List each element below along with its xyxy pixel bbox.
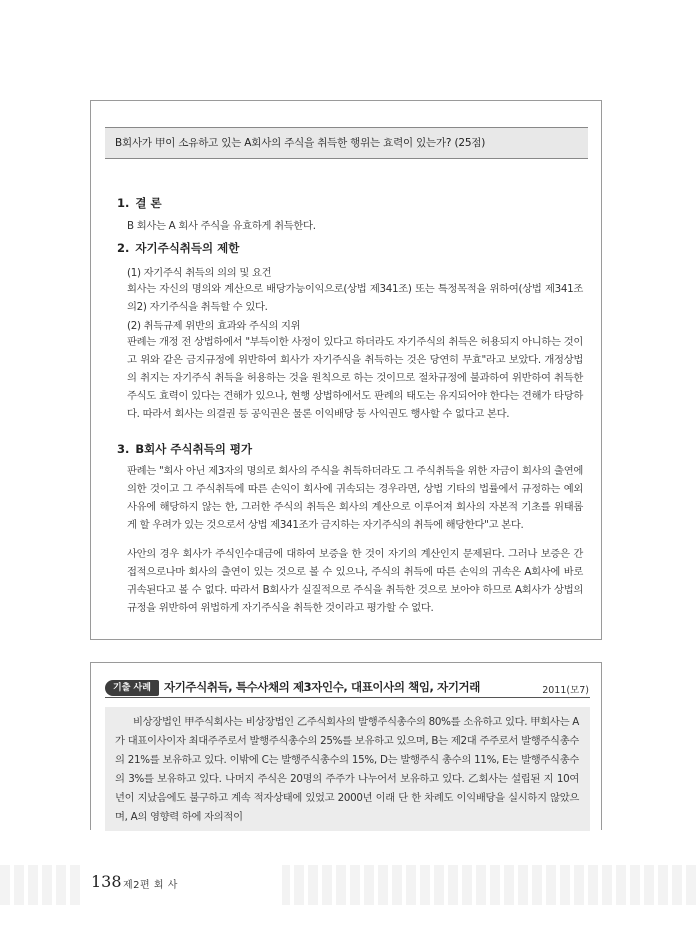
exam-case-tag: 기출 사례 xyxy=(105,680,159,696)
exam-case-text: 비상장법인 甲주식회사는 비상장법인 乙주식회사의 발행주식총수의 80%를 소유하고 있다. 甲회사는 A가 대표이사이자 최대주주로서 발행주식총수의 25%를 보유하고 있으며, B는 제2대 주주로서 발행주식총수의 21%를 보유하고 있다. 이밖에 C는 발행주식총수의 15%, D는 발행주식 총수의 11%, E는 발행주식총수의 3%를 보유하고 있다. 나머지 주식은 20명의 주주가 나누어서 보유하고 있다. 乙회사는 설립된 지 10여년이 지났음에도 불구하고 계속 적자상태에 있었고 2000년 이래 단 한 차례도 이익배당을 실시하지 않았으며, A의 영향력 하에 자의적이 xyxy=(115,716,579,823)
section-heading-3: 3. B회사 주식취득의 평가 xyxy=(117,442,253,456)
paragraph-3-2: 사안의 경우 회사가 주식인수대금에 대하여 보증을 한 것이 자기의 계산인지 문제된다. 그러나 보증은 간접적으로나마 회사의 출연이 있는 것으로 볼 수 있으나, 주식의 취득에 따른 손익의 귀속은 A회사에 바로 귀속된다고 볼 수 없다. 따라서 B회사가 실질적으로 주식을 취득한 것으로 보아야 하므로 A회사가 상법의 규정을 위반하여 위법하게 자기주식을 취득한 것이라고 평가할 수 없다. xyxy=(127,548,583,614)
section1-text: B 회사는 A 회사 주식을 유효하게 취득한다. xyxy=(127,220,316,232)
section-heading-1: 1. 결 론 xyxy=(117,196,162,210)
paragraph-2-2: 판례는 개정 전 상법하에서 "부득이한 사정이 있다고 하더라도 자기주식의 취득은 허용되지 아니하는 것이고 위와 같은 금지규정에 위반하여 회사가 자기주식을 취득하는 것은 당연히 무효"라고 보았다. 개정상법의 취지는 자기주식 취득을 허용하는 것을 원칙으로 하는 것이므로 절차규정에 불과하여 위반하여 취득한 주식도 효력이 있다는 견해가 있으나, 현행 상법하에서도 판례의 태도는 유지되어야 한다는 견해가 타당하다. 따라서 회사는 의결권 등 공익권은 물론 이익배당 등 사익권도 행사할 수 없다고 본다. xyxy=(127,336,583,420)
chapter-label: 제2편 회 사 xyxy=(123,880,178,891)
exam-case-box xyxy=(90,662,602,830)
subheading-1: (1) 자기주식 취득의 의의 및 요건 xyxy=(127,267,272,279)
divider xyxy=(105,697,590,698)
paragraph-2-1: 회사는 자신의 명의와 계산으로 배당가능이익으로(상법 제341조) 또는 특정목적을 위하여(상법 제341조의2) 자기주식을 취득할 수 있다. xyxy=(127,283,583,313)
question-bar xyxy=(105,127,588,159)
page-number: 138 xyxy=(91,872,122,891)
section-heading-2: 2. 자기주식취득의 제한 xyxy=(117,241,240,255)
answer-box xyxy=(90,100,602,640)
page-margin xyxy=(0,0,90,933)
subheading-2: (2) 취득규제 위반의 효과와 주식의 지위 xyxy=(127,320,301,332)
exam-case-title: 자기주식취득, 특수사채의 제3자인수, 대표이사의 책임, 자기거래 xyxy=(164,680,480,694)
question-text: B회사가 甲이 소유하고 있는 A회사의 주식을 취득한 행위는 효력이 있는가? (25점) xyxy=(115,137,486,149)
exam-case-body xyxy=(105,707,590,831)
exam-case-year: 2011(모7) xyxy=(542,685,589,696)
paragraph-3-1: 판례는 "회사 아닌 제3자의 명의로 회사의 주식을 취득하더라도 그 주식취득을 위한 자금이 회사의 출연에 의한 것이고 그 주식취득에 따른 손익이 회사에 귀속되는 경우라면, 상법 기타의 법률에서 규정하는 예외사유에 해당하지 않는 한, 그러한 주식의 취득은 회사의 계산으로 이루어져 회사의 자본적 기초를 위태롭게 할 우려가 있는 것으로서 상법 제341조가 금지하는 자기주식의 취득에 해당한다"고 본다. xyxy=(127,465,583,531)
